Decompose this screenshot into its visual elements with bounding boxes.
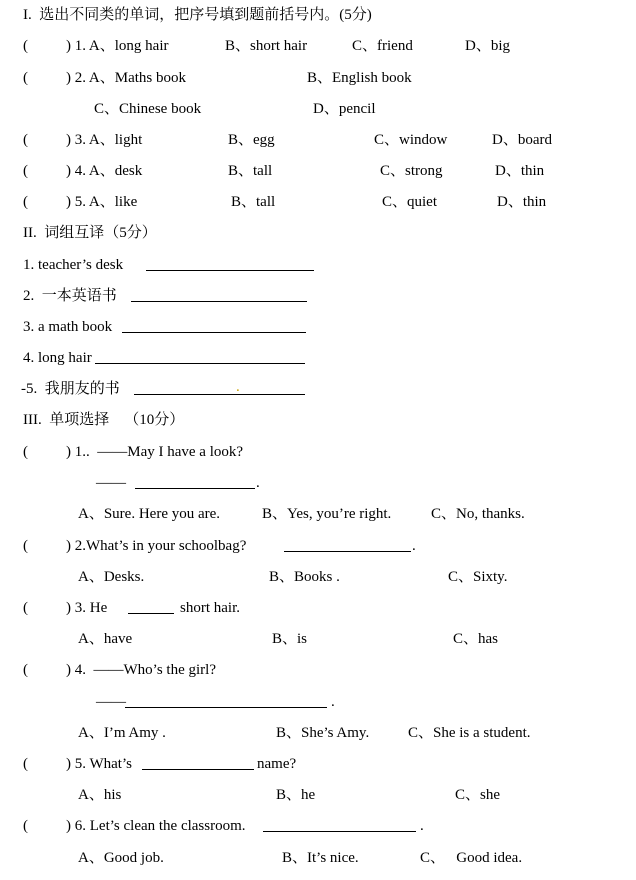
q3-4-stem: ) 4. ——Who’s the girl? [66, 662, 216, 678]
q3-4-reply-dash: —— [96, 694, 126, 710]
phrase-5: -5. 我朋友的书 [21, 381, 120, 397]
q3-5-bracket: ( [23, 756, 28, 772]
q1-1-option-a: ) 1. A、long hair [66, 38, 169, 54]
q1-3-option-a: ) 3. A、light [66, 132, 143, 148]
section1-heading: I. 选出不同类的单词，把序号填到题前括号内。(5分) [23, 7, 372, 23]
q3-5-option-c: C、she [455, 787, 501, 803]
q1-5-option-a: ) 5. A、like [66, 194, 138, 210]
q3-5-stem: ) 5. What’s [66, 756, 132, 772]
q3-4-option-c: C、She is a student. [408, 725, 531, 741]
q1-1-option-b: B、short hair [225, 38, 308, 54]
q3-1-option-b: B、Yes, you’re right. [262, 506, 392, 522]
q3-1-reply-dash: —— [96, 475, 126, 491]
phrase-4-answer-blank[interactable] [95, 349, 305, 369]
q1-3-option-b: B、egg [228, 132, 275, 148]
phrase-2-answer-blank[interactable] [131, 287, 307, 307]
q3-2-bracket: ( [23, 538, 28, 554]
q3-1-bracket: ( [23, 444, 28, 460]
phrase-4: 4. long hair [23, 350, 92, 366]
q3-6-bracket: ( [23, 818, 28, 834]
q1-2-bracket: ( [23, 70, 28, 86]
q1-4-option-b: B、tall [228, 163, 273, 179]
q3-2-end-period: . [412, 538, 416, 554]
section2-heading: II. 词组互译（5分） [23, 225, 157, 241]
q3-1-option-c: C、No, thanks. [431, 506, 525, 522]
q3-6-option-a: A、Good job. [78, 850, 164, 866]
q3-6-stem: ) 6. Let’s clean the classroom. [66, 818, 246, 834]
q3-6-option-c: C、 Good idea. [420, 850, 523, 866]
q1-4-option-c: C、strong [380, 163, 443, 179]
q3-3-bracket: ( [23, 600, 28, 616]
q3-2-option-c: C、Sixty. [448, 569, 508, 585]
q1-5-option-d: D、thin [497, 194, 547, 210]
q3-5-stem-end: name? [257, 756, 297, 772]
q1-5-option-b: B、tall [231, 194, 276, 210]
section3-heading: III. 单项选择 （10分） [23, 412, 185, 428]
q3-3-answer-blank[interactable] [128, 599, 174, 619]
phrase-1: 1. teacher’s desk [23, 257, 124, 273]
q1-5-bracket: ( [23, 194, 28, 210]
q3-2-option-b: B、Books . [269, 569, 340, 585]
q3-1-option-a: A、Sure. Here you are. [78, 506, 221, 522]
q3-2-answer-blank[interactable] [284, 537, 411, 557]
q1-2-option-d: D、pencil [313, 101, 376, 117]
q3-6-option-b: B、It’s nice. [282, 850, 359, 866]
q3-4-bracket: ( [23, 662, 28, 678]
stray-dot: . [236, 379, 240, 395]
phrase-2: 2. 一本英语书 [23, 288, 117, 304]
q1-4-option-d: D、thin [495, 163, 545, 179]
q3-4-option-b: B、She’s Amy. [276, 725, 370, 741]
q3-1-end-period: . [256, 475, 260, 491]
q3-3-option-a: A、have [78, 631, 133, 647]
q1-1-option-c: C、friend [352, 38, 413, 54]
q1-3-option-c: C、window [374, 132, 448, 148]
q3-3-stem-end: short hair. [180, 600, 240, 616]
q1-4-option-a: ) 4. A、desk [66, 163, 143, 179]
q1-2-option-c: C、Chinese book [94, 101, 202, 117]
q1-2-option-b: B、English book [307, 70, 412, 86]
phrase-3: 3. a math book [23, 319, 113, 335]
q3-5-option-a: A、his [78, 787, 122, 803]
q3-2-stem: ) 2.What’s in your schoolbag? [66, 538, 247, 554]
phrase-3-answer-blank[interactable] [122, 318, 306, 338]
q1-3-option-d: D、board [492, 132, 552, 148]
q3-3-option-c: C、has [453, 631, 499, 647]
q3-6-answer-blank[interactable] [263, 817, 416, 837]
q1-5-option-c: C、quiet [382, 194, 437, 210]
phrase-5-answer-blank[interactable] [134, 380, 305, 400]
q3-3-stem: ) 3. He [66, 600, 108, 616]
q3-1-answer-blank[interactable] [135, 474, 255, 494]
q1-1-bracket: ( [23, 38, 28, 54]
q3-1-stem: ) 1.. ——May I have a look? [66, 444, 244, 460]
q3-5-option-b: B、he [276, 787, 316, 803]
phrase-1-answer-blank[interactable] [146, 256, 314, 276]
q3-2-option-a: A、Desks. [78, 569, 145, 585]
q3-4-end-period: . [331, 694, 335, 710]
q3-3-option-b: B、is [272, 631, 308, 647]
q1-1-option-d: D、big [465, 38, 511, 54]
q3-4-answer-blank[interactable] [125, 693, 327, 713]
q1-3-bracket: ( [23, 132, 28, 148]
q3-6-end-period: . [420, 818, 424, 834]
q3-5-answer-blank[interactable] [142, 755, 254, 775]
q1-2-option-a: ) 2. A、Maths book [66, 70, 187, 86]
q1-4-bracket: ( [23, 163, 28, 179]
q3-4-option-a: A、I’m Amy . [78, 725, 166, 741]
